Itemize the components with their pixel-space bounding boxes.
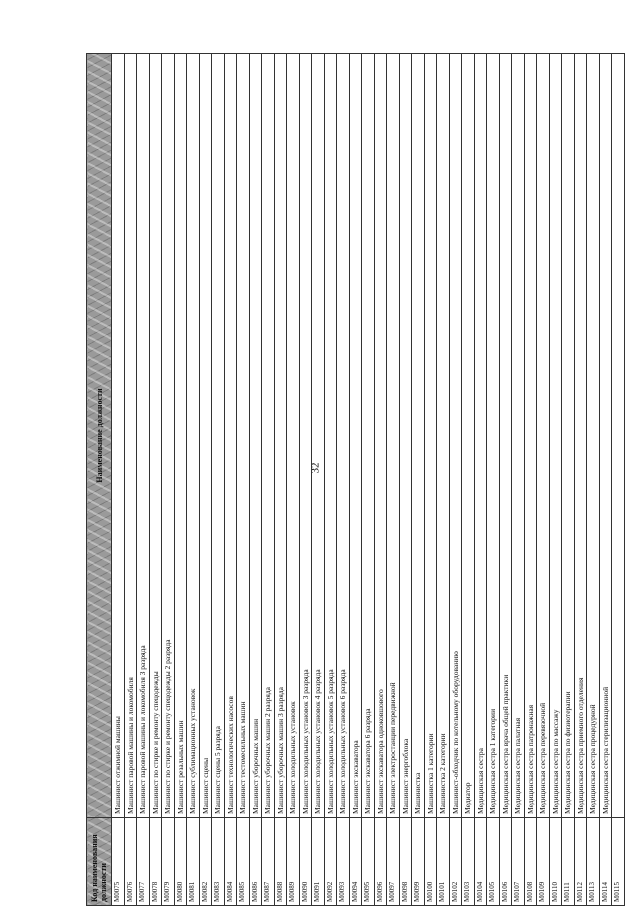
- row-code: M0102: [449, 818, 462, 906]
- table-row: [262, 54, 275, 906]
- table-row: [312, 54, 325, 906]
- row-code: M0096: [374, 818, 387, 906]
- row-code: M0086: [249, 818, 262, 906]
- table-row: [274, 54, 287, 906]
- row-name: Машинист отжимной машины: [112, 54, 125, 818]
- row-code: M0075: [112, 818, 125, 906]
- row-name: Медиатор: [462, 54, 475, 818]
- row-name: Машинист по стирке и ремонту спецодежды: [149, 54, 162, 818]
- row-name: Машинист энергоблока: [399, 54, 412, 818]
- table-row: [449, 54, 462, 906]
- row-name: [612, 54, 625, 818]
- row-name: Машинист холодильных установок 6 разряда: [337, 54, 350, 818]
- row-code: M0085: [237, 818, 250, 906]
- row-code: M0091: [312, 818, 325, 906]
- row-code: M0100: [424, 818, 437, 906]
- row-name: Машинист-обходчик по котельному оборудованию: [449, 54, 462, 818]
- row-name: Медицинская сестра 1 категории: [487, 54, 500, 818]
- row-code: M0087: [262, 818, 275, 906]
- table-row: [424, 54, 437, 906]
- row-name: Машинист холодильных установок 3 разряда: [299, 54, 312, 818]
- row-code: M0093: [337, 818, 350, 906]
- row-code: M0076: [124, 818, 137, 906]
- row-name: Машинистка 2 категории: [437, 54, 450, 818]
- row-code: M0108: [524, 818, 537, 906]
- table-row: [337, 54, 350, 906]
- row-name: Машинист технологических насосов: [224, 54, 237, 818]
- row-name: Машинист сцены 5 разряда: [212, 54, 225, 818]
- row-name: Машинист экскаватора одноковшового: [374, 54, 387, 818]
- table-row: [612, 54, 625, 906]
- row-code: M0094: [349, 818, 362, 906]
- rotated-page: [86, 54, 622, 906]
- table-row: [512, 54, 525, 906]
- table-row: [437, 54, 450, 906]
- row-code: M0083: [212, 818, 225, 906]
- table-row: [349, 54, 362, 906]
- row-name: Машинистка 1 категории: [424, 54, 437, 818]
- table-row: [187, 54, 200, 906]
- table-row: [162, 54, 175, 906]
- row-code: M0111: [562, 818, 575, 906]
- row-name: Машинист по стирке и ремонту спецодежды 2 разряда: [162, 54, 175, 818]
- row-name: Медицинская сестра палатная: [512, 54, 525, 818]
- row-code: M0082: [199, 818, 212, 906]
- row-code: M0098: [399, 818, 412, 906]
- table-row: [287, 54, 300, 906]
- table-row: [537, 54, 550, 906]
- row-name: Медицинская сестра по массажу: [549, 54, 562, 818]
- table-row: [474, 54, 487, 906]
- document-scan: [86, 54, 622, 906]
- row-code: M0112: [574, 818, 587, 906]
- table-row: [324, 54, 337, 906]
- row-code: M0077: [137, 818, 150, 906]
- row-code: M0109: [537, 818, 550, 906]
- table-row: [549, 54, 562, 906]
- row-name: Медицинская сестра: [474, 54, 487, 818]
- row-name: Машинист холодильных установок: [287, 54, 300, 818]
- row-name: Машинист уборочных машин 2 разряда: [262, 54, 275, 818]
- row-name: Медицинская сестра врача общей практики: [499, 54, 512, 818]
- row-name: Машинист холодильных установок 5 разряда: [324, 54, 337, 818]
- row-name: Машинист резальных машин: [174, 54, 187, 818]
- row-code: M0107: [512, 818, 525, 906]
- row-code: M0080: [174, 818, 187, 906]
- row-code: M0088: [274, 818, 287, 906]
- table-header-row: [87, 54, 112, 906]
- table-row: [574, 54, 587, 906]
- positions-table: [86, 53, 625, 906]
- table-row: [137, 54, 150, 906]
- row-code: M0104: [474, 818, 487, 906]
- table-row: [224, 54, 237, 906]
- row-code: M0084: [224, 818, 237, 906]
- table-row: [524, 54, 537, 906]
- header-code: Код наименования должности: [87, 818, 112, 906]
- table-row: [387, 54, 400, 906]
- row-code: M0090: [299, 818, 312, 906]
- row-code: M0097: [387, 818, 400, 906]
- row-name: Машинист электростанции передвижной: [387, 54, 400, 818]
- row-code: M0115: [612, 818, 625, 906]
- table-row: [174, 54, 187, 906]
- row-name: Машинист паровой машины и локомобиля: [124, 54, 137, 818]
- row-code: M0079: [162, 818, 175, 906]
- table-row: [562, 54, 575, 906]
- row-code: M0106: [499, 818, 512, 906]
- row-code: M0103: [462, 818, 475, 906]
- row-name: Машинист уборочных машин 3 разряда: [274, 54, 287, 818]
- row-name: Машинист холодильных установок 4 разряда: [312, 54, 325, 818]
- table-row: [149, 54, 162, 906]
- table-row: [462, 54, 475, 906]
- table-row: [374, 54, 387, 906]
- page-number: 32: [309, 462, 322, 474]
- table-row: [587, 54, 600, 906]
- row-code: M0099: [412, 818, 425, 906]
- row-code: M0089: [287, 818, 300, 906]
- row-code: M0110: [549, 818, 562, 906]
- table-row: [112, 54, 125, 906]
- row-name: Машинист экскаватора: [349, 54, 362, 818]
- table-row: [412, 54, 425, 906]
- row-name: Машинист паровой машины и локомобиля 3 разряда: [137, 54, 150, 818]
- row-name: Машинист экскаватора 6 разряда: [362, 54, 375, 818]
- table-row: [212, 54, 225, 906]
- row-code: M0105: [487, 818, 500, 906]
- row-name: Машинист сублимационных установок: [187, 54, 200, 818]
- table-row: [199, 54, 212, 906]
- row-code: M0092: [324, 818, 337, 906]
- row-code: M0101: [437, 818, 450, 906]
- row-code: M0114: [599, 818, 612, 906]
- row-name: Машинист тестомесильных машин: [237, 54, 250, 818]
- table-row: [249, 54, 262, 906]
- row-name: Машинистка: [412, 54, 425, 818]
- row-name: Машинист уборочных машин: [249, 54, 262, 818]
- row-name: Медицинская сестра стерилизационной: [599, 54, 612, 818]
- row-name: Машинист сцены: [199, 54, 212, 818]
- header-name: Наименование должности: [87, 54, 112, 818]
- table-row: [237, 54, 250, 906]
- table-row: [124, 54, 137, 906]
- row-code: M0095: [362, 818, 375, 906]
- table-row: [362, 54, 375, 906]
- table-row: [399, 54, 412, 906]
- row-name: Медицинская сестра патронажная: [524, 54, 537, 818]
- row-code: M0113: [587, 818, 600, 906]
- row-name: Медицинская сестра процедурной: [587, 54, 600, 818]
- table-row: [299, 54, 312, 906]
- row-code: M0078: [149, 818, 162, 906]
- row-name: Медицинская сестра перевязочной: [537, 54, 550, 818]
- row-name: Медицинская сестра приемного отделения: [574, 54, 587, 818]
- row-code: M0081: [187, 818, 200, 906]
- table-row: [599, 54, 612, 906]
- row-name: Медицинская сестра по физиотерапии: [562, 54, 575, 818]
- table-row: [487, 54, 500, 906]
- table-row: [499, 54, 512, 906]
- table-body: [112, 54, 625, 906]
